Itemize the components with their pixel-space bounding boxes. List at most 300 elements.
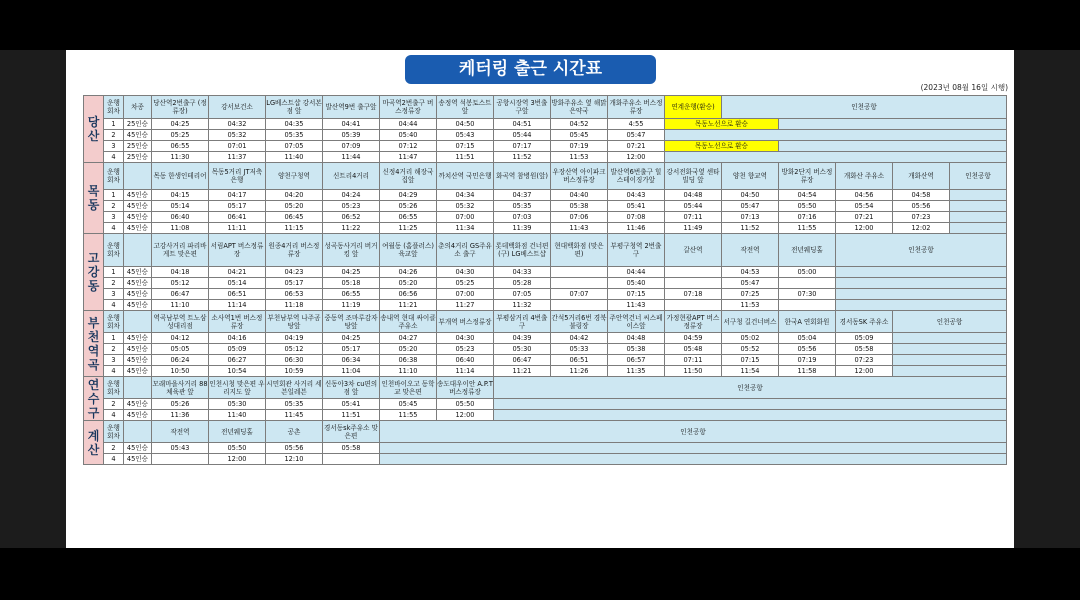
time-cell: 07:17 [494, 141, 551, 152]
time-cell: 12:00 [437, 410, 494, 421]
column-header [124, 234, 152, 267]
column-header: 모래마을사거리 88체육관 앞 [152, 377, 209, 399]
time-cell: 11:40 [266, 152, 323, 163]
time-cell: 05:17 [209, 201, 266, 212]
time-cell: 11:45 [266, 410, 323, 421]
right-letterbox [1014, 50, 1080, 548]
time-cell: 06:24 [152, 355, 209, 366]
time-cell: 05:43 [437, 130, 494, 141]
time-cell: 04:30 [437, 333, 494, 344]
empty-cell [836, 300, 1007, 311]
time-cell: 05:20 [266, 201, 323, 212]
time-cell: 04:40 [551, 190, 608, 201]
time-cell: 05:12 [266, 344, 323, 355]
time-cell: 05:26 [152, 399, 209, 410]
time-cell: 04:33 [494, 267, 551, 278]
time-cell: 04:34 [437, 190, 494, 201]
column-header: 서구청 길건너버스 [722, 311, 779, 333]
vehicle-type: 45인승 [124, 355, 152, 366]
time-cell: 04:42 [551, 333, 608, 344]
time-cell: 11:32 [494, 300, 551, 311]
time-cell: 07:05 [494, 289, 551, 300]
time-cell: 목동노선으로 환승 [665, 119, 779, 130]
time-cell: 05:12 [152, 278, 209, 289]
time-cell: 11:18 [266, 300, 323, 311]
time-cell: 04:59 [665, 333, 722, 344]
time-cell: 07:23 [836, 355, 893, 366]
time-cell: 05:48 [665, 344, 722, 355]
time-cell: 11:04 [323, 366, 380, 377]
time-cell: 11:51 [323, 410, 380, 421]
time-cell: 07:00 [437, 212, 494, 223]
empty-cell [950, 212, 1007, 223]
empty-cell [950, 201, 1007, 212]
time-cell: 11:43 [551, 223, 608, 234]
schedule-row [84, 141, 1007, 152]
time-cell: 11:36 [152, 410, 209, 421]
time-cell: 11:10 [152, 300, 209, 311]
time-cell: 07:08 [608, 212, 665, 223]
column-header: 운행 회차 [104, 421, 124, 443]
column-header: 발산역9번 출구앞 [323, 96, 380, 119]
column-header: 발산역6번출구 힐스테이징가앞 [608, 163, 665, 190]
time-cell: 04:23 [266, 267, 323, 278]
column-header: 인천공항 [950, 163, 1007, 190]
time-cell: 07:03 [494, 212, 551, 223]
time-cell: 06:40 [437, 355, 494, 366]
time-cell: 05:45 [551, 130, 608, 141]
time-cell: 11:44 [323, 152, 380, 163]
run-number: 4 [104, 454, 124, 465]
run-number: 1 [104, 119, 124, 130]
time-cell: 07:09 [323, 141, 380, 152]
time-cell: 11:39 [494, 223, 551, 234]
time-cell: 11:14 [437, 366, 494, 377]
time-cell: 07:01 [209, 141, 266, 152]
time-cell: 04:48 [665, 190, 722, 201]
column-header: 작전역 [722, 234, 779, 267]
time-cell: 07:05 [266, 141, 323, 152]
column-header: 개화산 주유소 [836, 163, 893, 190]
time-cell: 05:47 [722, 278, 779, 289]
time-cell: 07:11 [665, 212, 722, 223]
column-header: 당산역2번출구 (정류장) [152, 96, 209, 119]
column-header [124, 377, 152, 399]
time-cell: 05:25 [152, 130, 209, 141]
time-cell: 04:12 [152, 333, 209, 344]
column-header: 인천공항 [893, 311, 1007, 333]
time-cell: 11:25 [380, 223, 437, 234]
time-cell: 05:20 [380, 344, 437, 355]
time-cell: 05:39 [323, 130, 380, 141]
column-header: 춘의4거리 GS주유소 출구 [437, 234, 494, 267]
empty-cell [665, 130, 1007, 141]
time-cell: 11:15 [266, 223, 323, 234]
schedule-row [84, 201, 1007, 212]
time-cell: 05:50 [209, 443, 266, 454]
time-cell: 04:16 [209, 333, 266, 344]
time-cell [665, 278, 722, 289]
route-group-label: 목 동 [84, 163, 104, 234]
empty-cell [665, 152, 1007, 163]
column-header: 인천공항 [380, 421, 1007, 443]
empty-cell [836, 278, 1007, 289]
vehicle-type: 25인승 [124, 141, 152, 152]
column-header: 간석5거리6번 경북불링장 [551, 311, 608, 333]
column-header: 인천공항 [722, 96, 1007, 119]
empty-cell [494, 410, 1007, 421]
run-number: 2 [104, 344, 124, 355]
time-cell: 05:41 [608, 201, 665, 212]
column-header [124, 311, 152, 333]
time-cell: 11:43 [608, 300, 665, 311]
column-header: 서림APT 버스정류장 [209, 234, 266, 267]
column-header: 시민회관 사거리 세븐일레븐 [266, 377, 323, 399]
time-cell: 10:59 [266, 366, 323, 377]
vehicle-type: 45인승 [124, 201, 152, 212]
time-cell: 11:34 [437, 223, 494, 234]
vehicle-type: 45인승 [124, 366, 152, 377]
time-cell: 11:58 [779, 366, 836, 377]
time-cell: 04:44 [608, 267, 665, 278]
time-cell: 04:15 [152, 190, 209, 201]
column-header: 여월동 (홈플러스) 육교앞 [380, 234, 437, 267]
route-group-label: 당 산 [84, 96, 104, 163]
time-cell: 06:47 [494, 355, 551, 366]
time-cell: 07:15 [608, 289, 665, 300]
column-header: 인천공항 [836, 234, 1007, 267]
time-cell: 06:51 [551, 355, 608, 366]
time-cell: 05:04 [779, 333, 836, 344]
schedule-row [84, 399, 1007, 410]
column-header: 개화주유소 버스정류장 [608, 96, 665, 119]
time-cell: 05:20 [380, 278, 437, 289]
run-number: 3 [104, 141, 124, 152]
time-cell: 07:19 [551, 141, 608, 152]
run-number: 1 [104, 333, 124, 344]
column-header: 방화주유소 옆 해맑은약국 [551, 96, 608, 119]
time-cell: 11:40 [209, 410, 266, 421]
time-cell: 11:51 [437, 152, 494, 163]
time-cell: 04:17 [209, 190, 266, 201]
time-cell: 06:30 [266, 355, 323, 366]
run-number: 4 [104, 300, 124, 311]
time-cell: 05:44 [665, 201, 722, 212]
run-number: 3 [104, 289, 124, 300]
time-cell: 05:28 [494, 278, 551, 289]
time-cell: 04:52 [551, 119, 608, 130]
time-cell: 05:32 [209, 130, 266, 141]
time-cell: 07:15 [437, 141, 494, 152]
time-cell: 05:41 [323, 399, 380, 410]
column-header: 공촌 [266, 421, 323, 443]
empty-cell [893, 355, 1007, 366]
time-cell: 04:30 [437, 267, 494, 278]
run-number: 4 [104, 223, 124, 234]
schedule-row [84, 212, 1007, 223]
time-cell: 목동노선으로 환승 [665, 141, 779, 152]
column-header: 강서전화국옆 센타빌딩 앞 [665, 163, 722, 190]
time-cell: 05:47 [608, 130, 665, 141]
time-cell: 05:14 [209, 278, 266, 289]
vehicle-type: 45인승 [124, 410, 152, 421]
time-cell: 05:50 [779, 201, 836, 212]
time-cell: 05:33 [551, 344, 608, 355]
vehicle-type: 45인승 [124, 399, 152, 410]
route-group-label: 계 산 [84, 421, 104, 465]
time-cell: 07:21 [836, 212, 893, 223]
time-cell: 04:27 [380, 333, 437, 344]
vehicle-type: 45인승 [124, 454, 152, 465]
column-header [124, 421, 152, 443]
column-header: 전년웨딩홀 [779, 234, 836, 267]
column-header: 송정역 석봉토스트 앞 [437, 96, 494, 119]
time-cell: 06:34 [323, 355, 380, 366]
time-cell: 07:00 [437, 289, 494, 300]
schedule-row [84, 355, 1007, 366]
effective-date: (2023년 08월 16일 시행) [920, 83, 1008, 92]
column-header: 전년웨딩홀 [209, 421, 266, 443]
vehicle-type: 25인승 [124, 152, 152, 163]
time-cell: 07:18 [665, 289, 722, 300]
column-header: 가정현광APT 버스정류장 [665, 311, 722, 333]
time-cell [665, 300, 722, 311]
time-cell: 05:43 [152, 443, 209, 454]
time-cell: 07:11 [665, 355, 722, 366]
time-cell: 11:22 [323, 223, 380, 234]
run-number: 3 [104, 212, 124, 223]
vehicle-type: 45인승 [124, 267, 152, 278]
time-cell: 05:35 [266, 399, 323, 410]
section-header-row [84, 311, 1007, 333]
column-header: 인천바이오고 동학교 맞은편 [380, 377, 437, 399]
section-header-row [84, 163, 1007, 190]
schedule-row [84, 289, 1007, 300]
column-header: 신트리4거리 [323, 163, 380, 190]
schedule-row [84, 223, 1007, 234]
column-header: 성곡동사거리 버거킹 앞 [323, 234, 380, 267]
vehicle-type: 45인승 [124, 289, 152, 300]
run-number: 2 [104, 278, 124, 289]
time-cell: 04:25 [323, 333, 380, 344]
time-cell: 06:41 [209, 212, 266, 223]
time-cell: 04:19 [266, 333, 323, 344]
column-header: 인천공항 [494, 377, 1007, 399]
schedule-row [84, 119, 1007, 130]
time-cell: 05:18 [323, 278, 380, 289]
time-cell: 07:12 [380, 141, 437, 152]
time-cell: 05:17 [266, 278, 323, 289]
run-number: 1 [104, 267, 124, 278]
column-header: 공항시장역 3번출구앞 [494, 96, 551, 119]
time-cell: 05:56 [893, 201, 950, 212]
time-cell: 05:14 [152, 201, 209, 212]
time-cell: 05:23 [323, 201, 380, 212]
time-cell: 06:45 [266, 212, 323, 223]
column-header: 인천시청 맞은편 우리지도 앞 [209, 377, 266, 399]
column-header: 화곡역 참병원(앞) [494, 163, 551, 190]
column-header: 신동아3차 cu편의점 앞 [323, 377, 380, 399]
column-header: 주안역건너 씨스페이스앞 [608, 311, 665, 333]
column-header: 마곡역2번출구 버스정류장 [380, 96, 437, 119]
time-cell: 04:41 [323, 119, 380, 130]
schedule-row [84, 190, 1007, 201]
time-cell: 05:09 [836, 333, 893, 344]
section-header-row [84, 234, 1007, 267]
time-cell: 12:00 [836, 223, 893, 234]
route-group-label: 연 수 구 [84, 377, 104, 421]
time-cell: 11:52 [722, 223, 779, 234]
time-cell: 05:32 [437, 201, 494, 212]
vehicle-type: 45인승 [124, 300, 152, 311]
time-cell: 07:16 [779, 212, 836, 223]
schedule-row [84, 443, 1007, 454]
run-number: 4 [104, 152, 124, 163]
time-cell: 07:23 [893, 212, 950, 223]
column-header: 강서보건소 [209, 96, 266, 119]
time-cell: 05:44 [494, 130, 551, 141]
column-header: 원종4거리 버스정류장 [266, 234, 323, 267]
time-cell: 04:51 [494, 119, 551, 130]
time-cell: 07:15 [722, 355, 779, 366]
empty-cell [380, 454, 1007, 465]
column-header: 까치산역 국민은행 [437, 163, 494, 190]
time-cell: 06:53 [266, 289, 323, 300]
section-header-row [84, 421, 1007, 443]
time-cell: 11:54 [722, 366, 779, 377]
schedule-row [84, 267, 1007, 278]
schedule-row [84, 366, 1007, 377]
column-header: 방화2단지 버스정류장 [779, 163, 836, 190]
column-header: 운행 회차 [104, 234, 124, 267]
column-header: 역곡남부역 트노삼성대리점 [152, 311, 209, 333]
column-header: 롯데백화점 건너편(구) LG베스트샵 [494, 234, 551, 267]
column-header: 목동 한생인테리어 [152, 163, 209, 190]
time-cell: 05:56 [266, 443, 323, 454]
time-cell: 12:10 [266, 454, 323, 465]
time-cell: 12:02 [893, 223, 950, 234]
column-header: 운행 회차 [104, 96, 124, 119]
time-cell: 05:35 [494, 201, 551, 212]
time-cell: 05:40 [608, 278, 665, 289]
column-header: 부개역 버스정류장 [437, 311, 494, 333]
section-header-row [84, 377, 1007, 399]
column-header: 차종 [124, 96, 152, 119]
column-header: 연계운행(환승) [665, 96, 722, 119]
time-cell: 05:40 [380, 130, 437, 141]
vehicle-type: 45인승 [124, 212, 152, 223]
column-header: 작전역 [152, 421, 209, 443]
vehicle-type: 45인승 [124, 344, 152, 355]
vehicle-type: 45인승 [124, 130, 152, 141]
time-cell: 05:00 [779, 267, 836, 278]
time-cell: 05:09 [209, 344, 266, 355]
run-number: 2 [104, 443, 124, 454]
empty-cell [836, 267, 1007, 278]
empty-cell [893, 366, 1007, 377]
schedule-row [84, 300, 1007, 311]
time-cell: 05:47 [722, 201, 779, 212]
time-cell: 11:21 [494, 366, 551, 377]
section-header-row [84, 96, 1007, 119]
time-cell: 05:02 [722, 333, 779, 344]
timetable-document [66, 50, 1014, 548]
time-cell: 05:45 [380, 399, 437, 410]
time-cell: 12:00 [836, 366, 893, 377]
time-cell: 05:58 [323, 443, 380, 454]
time-cell: 10:54 [209, 366, 266, 377]
run-number: 2 [104, 130, 124, 141]
time-cell: 11:26 [551, 366, 608, 377]
schedule-row [84, 333, 1007, 344]
time-cell: 04:29 [380, 190, 437, 201]
time-cell: 11:50 [665, 366, 722, 377]
column-header: 부평구청역 2번출구 [608, 234, 665, 267]
time-cell: 05:23 [437, 344, 494, 355]
vehicle-type: 45인승 [124, 190, 152, 201]
time-cell: 04:24 [323, 190, 380, 201]
column-header: 소사역1번 버스정류장 [209, 311, 266, 333]
schedule-row [84, 410, 1007, 421]
time-cell: 07:25 [722, 289, 779, 300]
time-cell: 07:06 [551, 212, 608, 223]
time-cell: 11:52 [494, 152, 551, 163]
vehicle-type: 45인승 [124, 223, 152, 234]
column-header: 고강사거리 파리바게트 맞은편 [152, 234, 209, 267]
vehicle-type: 45인승 [124, 278, 152, 289]
schedule-row [84, 130, 1007, 141]
column-header: 운행 회차 [104, 311, 124, 333]
time-cell [152, 454, 209, 465]
time-cell: 4:55 [608, 119, 665, 130]
time-cell: 12:00 [608, 152, 665, 163]
column-header: 운행 회차 [104, 377, 124, 399]
empty-cell [779, 119, 1007, 130]
time-cell: 11:11 [209, 223, 266, 234]
column-header: 개화산역 [893, 163, 950, 190]
time-cell [551, 278, 608, 289]
time-cell: 05:38 [551, 201, 608, 212]
schedule-row [84, 278, 1007, 289]
time-cell: 05:58 [836, 344, 893, 355]
time-cell [551, 267, 608, 278]
column-header: 경서동sk주유소 맞은편 [323, 421, 380, 443]
empty-cell [893, 333, 1007, 344]
time-cell: 05:25 [437, 278, 494, 289]
timetable [83, 95, 1007, 465]
route-group-label: 부 천 역 곡 [84, 311, 104, 377]
time-cell: 11:08 [152, 223, 209, 234]
time-cell: 06:47 [152, 289, 209, 300]
run-number: 2 [104, 399, 124, 410]
run-number: 2 [104, 201, 124, 212]
column-header: 갈산역 [665, 234, 722, 267]
empty-cell [950, 190, 1007, 201]
time-cell: 06:52 [323, 212, 380, 223]
time-cell: 04:25 [152, 119, 209, 130]
route-group-label: 고 강 동 [84, 234, 104, 311]
empty-cell [950, 223, 1007, 234]
column-header: 신정4거리 해장국집앞 [380, 163, 437, 190]
time-cell: 04:26 [380, 267, 437, 278]
time-cell: 07:21 [608, 141, 665, 152]
column-header: 목동5거리 JT저축은행 [209, 163, 266, 190]
empty-cell [893, 344, 1007, 355]
time-cell: 07:13 [722, 212, 779, 223]
time-cell: 04:18 [152, 267, 209, 278]
time-cell: 05:30 [494, 344, 551, 355]
column-header: 현대백화점 (맞은편) [551, 234, 608, 267]
